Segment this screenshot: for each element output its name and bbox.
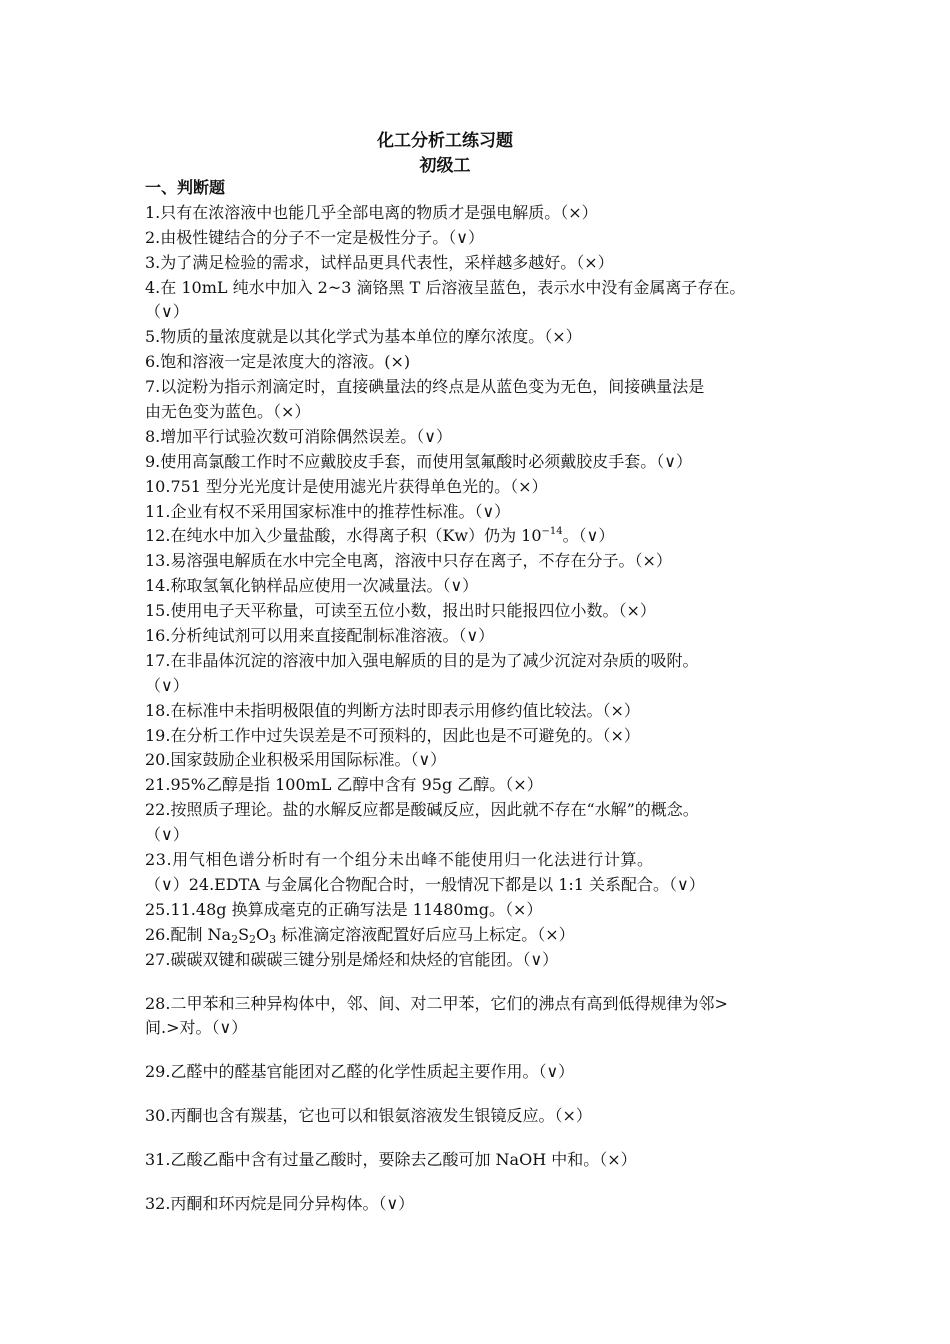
- paragraph-gap: [145, 1085, 815, 1104]
- question-line: 5.物质的量浓度就是以其化学式为基本单位的摩尔浓度。（×）: [145, 327, 582, 347]
- question-line: 4.在 10mL 纯水中加入 2~3 滴铬黑 T 后溶液呈蓝色，表示水中没有金属离子存在。: [145, 277, 746, 297]
- question-line: （∨）24.EDTA 与金属化合物配合时，一般情况下都是以 1:1 关系配合。（∨）: [145, 874, 705, 894]
- paragraph-gap: [145, 1041, 815, 1060]
- question-line: 9.使用高氯酸工作时不应戴胶皮手套，而使用氢氟酸时必须戴胶皮手套。（∨）: [145, 451, 692, 471]
- question-line: 13.易溶强电解质在水中完全电离，溶液中只存在离子，不存在分子。（×）: [145, 551, 672, 571]
- question-text: 。（∨）: [562, 526, 615, 546]
- question-line: 2.由极性键结合的分子不一定是极性分子。（∨）: [145, 227, 484, 247]
- question-line: 18.在标准中未指明极限值的判断方法时即表示用修约值比较法。（×）: [145, 700, 640, 720]
- paragraph-gap: [145, 1173, 815, 1192]
- subscript: 2: [231, 932, 239, 946]
- subscript: 3: [269, 932, 277, 946]
- document-body: [145, 176, 815, 1217]
- question-text: 标准滴定溶液配置好后应马上标定。（×）: [276, 924, 575, 944]
- question-line: 15.使用电子天平称量，可读至五位小数，报出时只能报四位小数。（×）: [145, 601, 656, 621]
- question-line: 16.分析纯试剂可以用来直接配制标准溶液。（∨）: [145, 626, 495, 646]
- question-line: 30.丙酮也含有羰基，它也可以和银氨溶液发生银镜反应。（×）: [145, 1106, 592, 1126]
- question-line: 8.增加平行试验次数可消除偶然误差。（∨）: [145, 426, 452, 446]
- question-line: 17.在非晶体沉淀的溶液中加入强电解质的目的是为了减少沉淀对杂质的吸附。: [145, 650, 699, 670]
- question-line: 32.丙酮和环丙烷是同分异构体。（∨）: [145, 1193, 415, 1213]
- section-heading: 一、判断题: [145, 178, 226, 197]
- question-line: （∨）: [145, 825, 189, 845]
- paragraph-gap: [145, 1129, 815, 1148]
- question-line: 27.碳碳双键和碳碳三键分别是烯烃和炔烃的官能团。（∨）: [145, 949, 559, 969]
- question-line: 6.饱和溶液一定是浓度大的溶液。(×): [145, 352, 411, 372]
- question-line: 25.11.48g 换算成毫克的正确写法是 11480mg。（×）: [145, 899, 543, 919]
- question-line: 21.95%乙醇是指 100mL 乙醇中含有 95g 乙醇。（×）: [145, 775, 543, 795]
- question-line: 22.按照质子理论。盐的水解反应都是酸碱反应，因此就不存在“水解”的概念。: [145, 800, 699, 820]
- question-line: 11.企业有权不采用国家标准中的推荐性标准。（∨）: [145, 501, 511, 521]
- question-line: 28.二甲苯和三种异构体中，邻、间、对二甲苯，它们的沸点有高到低得规律为邻>: [145, 993, 728, 1013]
- question-text: O: [256, 924, 270, 944]
- question-line: 3.为了满足检验的需求，试样品更具代表性，采样越多越好。（×）: [145, 252, 614, 272]
- question-line: 14.称取氢氧化钠样品应使用一次减量法。（∨）: [145, 576, 479, 596]
- question-line: 31.乙酸乙酯中含有过量乙酸时，要除去乙酸可加 NaOH 中和。（×）: [145, 1150, 637, 1170]
- question-line: 23.用气相色谱分析时有一个组分未出峰不能使用归一化法进行计算。: [145, 850, 654, 870]
- question-line: 20.国家鼓励企业积极采用国际标准。（∨）: [145, 750, 447, 770]
- document-title: 化工分析工练习题: [377, 131, 513, 151]
- question-line: （∨）: [145, 302, 189, 322]
- question-line: 7.以淀粉为指示剂滴定时，直接碘量法的终点是从蓝色变为无色，间接碘量法是: [145, 377, 705, 397]
- question-line: 29.乙醛中的醛基官能团对乙醛的化学性质起主要作用。（∨）: [145, 1062, 575, 1082]
- document-subtitle: 初级工: [419, 156, 471, 176]
- question-line: 10.751 型分光光度计是使用滤光片获得单色光的。（×）: [145, 476, 548, 496]
- question-text: 26.配制 Na: [145, 924, 232, 944]
- question-line: 1.只有在浓溶液中也能几乎全部电离的物质才是强电解质。（×）: [145, 202, 598, 222]
- question-line-26: [145, 923, 815, 948]
- question-line-12: [145, 524, 815, 549]
- question-line: 间.>对。（∨）: [145, 1018, 248, 1038]
- question-line: 由无色变为蓝色。（×）: [145, 402, 311, 422]
- superscript: −14: [541, 526, 563, 538]
- question-line: （∨）: [145, 675, 189, 695]
- subscript: 2: [249, 932, 257, 946]
- paragraph-gap: [145, 973, 815, 992]
- question-text: 12.在纯水中加入少量盐酸，水得离子积（Kw）仍为 10: [145, 526, 542, 546]
- question-text: S: [238, 924, 250, 944]
- question-line: 19.在分析工作中过失误差是不可预料的，因此也是不可避免的。（×）: [145, 725, 640, 745]
